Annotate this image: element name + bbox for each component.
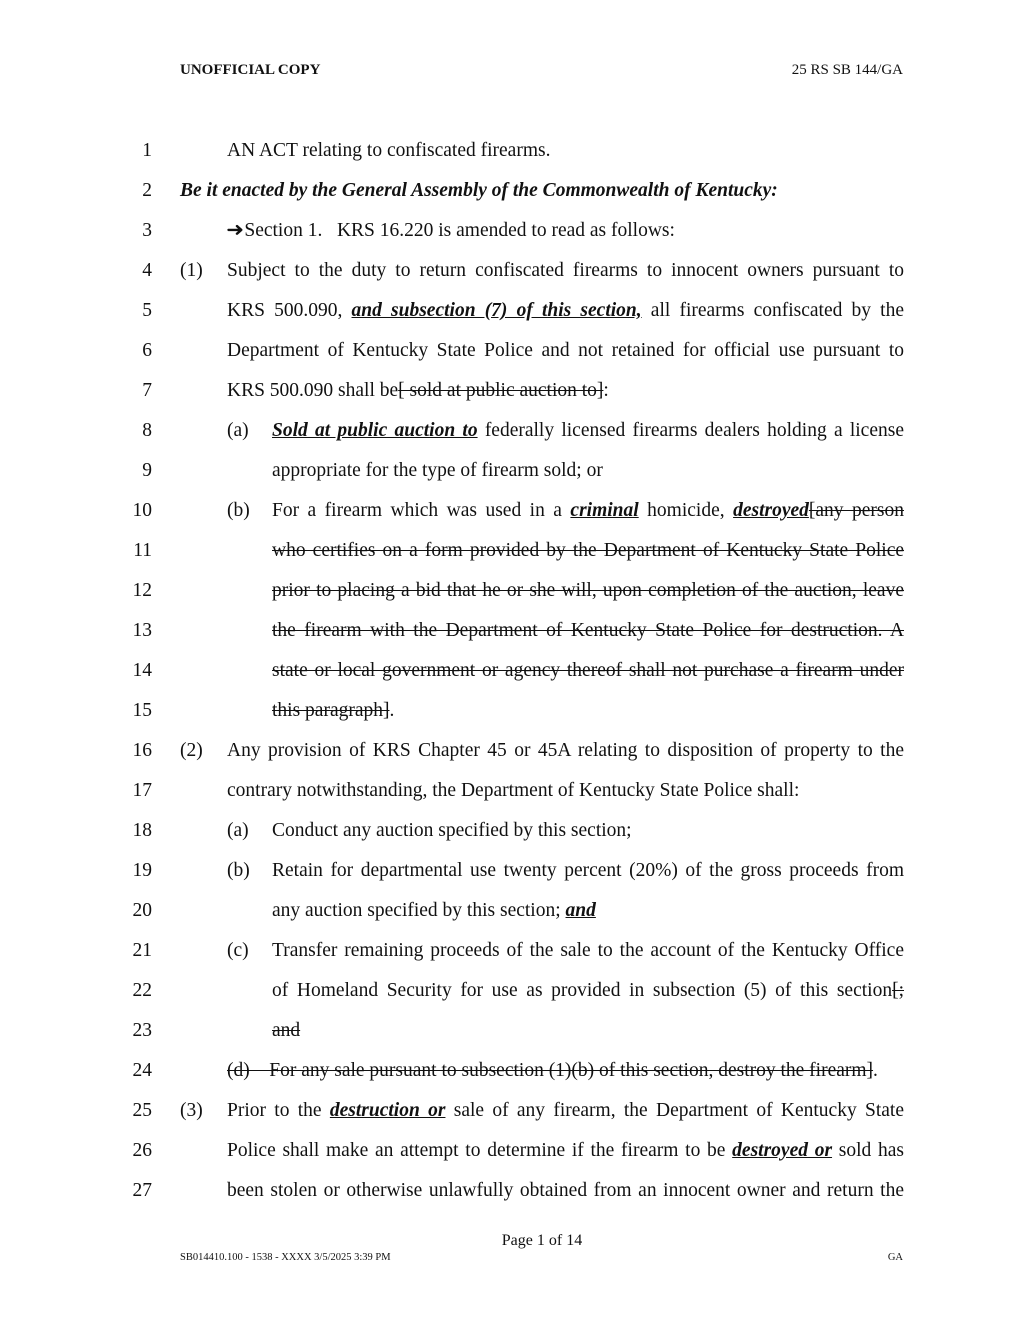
line-text: contrary notwithstanding, the Department of Kentucky State Police shall: — [227, 780, 800, 801]
deleted-text: [ sold at public auction to] — [398, 380, 604, 401]
line-11 — [0, 531, 1024, 571]
header-right: 25 RS SB 144/GA — [791, 62, 903, 78]
inserted-text: Sold at public auction to — [272, 420, 478, 441]
line-19 — [0, 851, 1024, 891]
line-16 — [0, 731, 1024, 771]
line-number: 26 — [132, 1140, 152, 1161]
line-number: 1 — [142, 140, 152, 161]
line-text: Subject to the duty to return confiscated firearms to innocent owners pursuant to — [227, 260, 904, 281]
paragraph-label: (c) — [227, 940, 249, 961]
line-text: AN ACT relating to confiscated firearms. — [227, 140, 551, 161]
line-text: been stolen or otherwise unlawfully obtained from an innocent owner and return the — [227, 1180, 904, 1201]
arrow-right-icon: ➜ — [226, 220, 245, 241]
line-number: 13 — [132, 620, 152, 641]
line-22 — [0, 971, 1024, 1011]
paragraph-label: (a) — [227, 820, 249, 841]
line-number: 17 — [132, 780, 152, 801]
line-text: For a firearm which was used in a criminal homicide, destroyed[any person — [272, 500, 904, 521]
line-14 — [0, 651, 1024, 691]
line-number: 24 — [132, 1060, 152, 1081]
deleted-text: who certifies on a form provided by the Department of Kentucky State Police — [272, 540, 904, 561]
line-18 — [0, 811, 1024, 851]
line-text: KRS 500.090 shall be[ sold at public auction to]: — [227, 380, 609, 401]
line-number: 27 — [132, 1180, 152, 1201]
deleted-text: [; — [892, 980, 904, 1001]
line-number: 10 — [132, 500, 152, 521]
line-6 — [0, 331, 1024, 371]
line-number: 9 — [142, 460, 152, 481]
inserted-text: and subsection (7) of this section, — [351, 300, 642, 321]
line-text: Retain for departmental use twenty percent (20%) of the gross proceeds from — [272, 860, 904, 881]
line-number: 25 — [132, 1100, 152, 1121]
line-number: 2 — [142, 180, 152, 201]
line-17 — [0, 771, 1024, 811]
subsection-label: (3) — [180, 1100, 203, 1121]
line-3 — [0, 211, 1024, 251]
line-number: 8 — [142, 420, 152, 441]
subsection-label: (2) — [180, 740, 203, 761]
line-9 — [0, 451, 1024, 491]
inserted-text: destroyed — [733, 500, 809, 521]
line-number: 23 — [132, 1020, 152, 1041]
line-text: Prior to the destruction or sale of any firearm, the Department of Kentucky State — [227, 1100, 904, 1121]
line-4 — [0, 251, 1024, 291]
line-number: 5 — [142, 300, 152, 321]
deleted-text: the firearm with the Department of Kentucky State Police for destruction. A — [272, 620, 904, 641]
line-text: KRS 500.090, and subsection (7) of this section, all firearms confiscated by the — [227, 300, 905, 321]
line-12 — [0, 571, 1024, 611]
line-5 — [0, 291, 1024, 331]
line-1 — [0, 131, 1024, 171]
inserted-text: criminal — [570, 500, 639, 521]
line-2 — [0, 171, 1024, 211]
line-27 — [0, 1171, 1024, 1211]
line-number: 16 — [132, 740, 152, 761]
line-number: 7 — [142, 380, 152, 401]
line-number: 15 — [132, 700, 152, 721]
section-heading: ➜Section 1. KRS 16.220 is amended to read as follows: — [227, 211, 675, 251]
line-text: Sold at public auction to federally licensed firearms dealers holding a license — [272, 420, 904, 441]
line-number: 4 — [142, 260, 152, 281]
line-number: 14 — [132, 660, 152, 681]
deleted-text: and — [272, 1020, 301, 1041]
inserted-text: destruction or — [329, 1100, 446, 1121]
line-7 — [0, 371, 1024, 411]
line-13 — [0, 611, 1024, 651]
page-number: Page 1 of 14 — [501, 1232, 583, 1249]
line-text: (d) For any sale pursuant to subsection (1)(b) of this section, destroy the firearm]. — [227, 1060, 878, 1081]
deleted-text: prior to placing a bid that he or she will, upon completion of the auction, leave — [272, 580, 904, 601]
header-left: UNOFFICIAL COPY — [180, 62, 321, 78]
line-20 — [0, 891, 1024, 931]
paragraph-label: (b) — [227, 500, 250, 521]
line-number: 20 — [132, 900, 152, 921]
line-26 — [0, 1131, 1024, 1171]
line-text: appropriate for the type of firearm sold; or — [272, 460, 603, 481]
line-24 — [0, 1051, 1024, 1091]
subsection-label: (1) — [180, 260, 203, 281]
line-number: 21 — [132, 940, 152, 961]
line-15 — [0, 691, 1024, 731]
footer-document-id: SB014410.100 - 1538 - XXXX 3/5/2025 3:39 PM — [180, 1252, 391, 1263]
deleted-text: (d) For any sale pursuant to subsection (1)(b) of this section, destroy the firearm] — [227, 1060, 874, 1081]
line-text: any auction specified by this section; and — [272, 900, 596, 921]
line-number: 3 — [142, 220, 152, 241]
line-text: Any provision of KRS Chapter 45 or 45A relating to disposition of property to the — [227, 740, 904, 761]
paragraph-label: (b) — [227, 860, 250, 881]
line-number: 6 — [142, 340, 152, 361]
line-text: Transfer remaining proceeds of the sale to the account of the Kentucky Office — [272, 940, 904, 961]
footer-initials: GA — [887, 1252, 903, 1263]
enacting-clause: Be it enacted by the General Assembly of the Commonwealth of Kentucky: — [180, 180, 778, 201]
deleted-text: state or local government or agency thereof shall not purchase a firearm under — [272, 660, 904, 681]
line-number: 12 — [132, 580, 152, 601]
paragraph-label: (a) — [227, 420, 249, 441]
line-number: 18 — [132, 820, 152, 841]
line-25 — [0, 1091, 1024, 1131]
inserted-text: and — [565, 900, 596, 921]
line-text: of Homeland Security for use as provided in subsection (5) of this section[; — [272, 980, 904, 1001]
line-21 — [0, 931, 1024, 971]
line-text: this paragraph]. — [272, 700, 395, 721]
line-number: 11 — [133, 540, 152, 561]
line-text: Department of Kentucky State Police and not retained for official use pursuant to — [227, 340, 904, 361]
line-23 — [0, 1011, 1024, 1051]
line-text: Police shall make an attempt to determine if the firearm to be destroyed or sold has — [227, 1140, 904, 1161]
line-10 — [0, 491, 1024, 531]
line-number: 22 — [132, 980, 152, 1001]
line-number: 19 — [132, 860, 152, 881]
deleted-text: [any person — [808, 500, 904, 521]
deleted-text: this paragraph] — [272, 700, 390, 721]
line-text: Conduct any auction specified by this section; — [272, 820, 632, 841]
line-8 — [0, 411, 1024, 451]
inserted-text: destroyed or — [732, 1140, 833, 1161]
